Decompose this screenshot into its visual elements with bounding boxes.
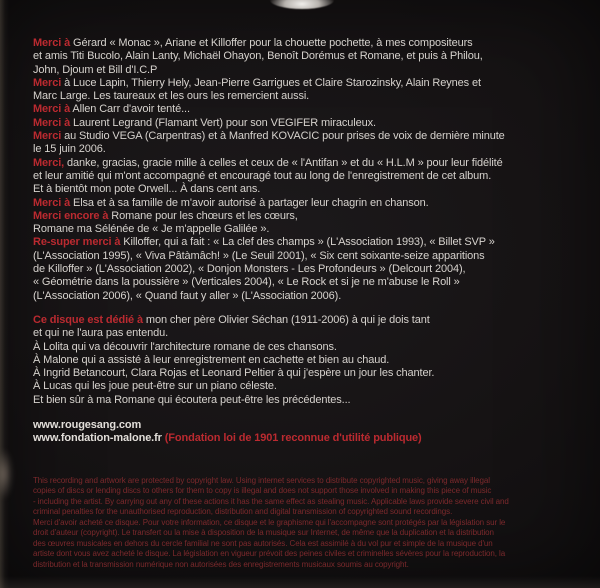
text-segment: de Killoffer » (L'Association 2002), « Donjon Monsters - Les Profondeurs » (Delcourt 2004),: [33, 263, 466, 276]
text-line: [33, 341, 585, 354]
text-line: [33, 170, 585, 183]
highlight-text: Merci à: [33, 37, 71, 49]
text-line: [33, 354, 585, 367]
website-links: [33, 419, 585, 446]
text-segment: Gérard « Monac », Ariane et Killoffer pour la chouette pochette, à mes compositeurs: [70, 37, 473, 49]
text-line: [33, 276, 585, 289]
highlight-text: Merci: [33, 130, 62, 143]
text-line: [33, 314, 585, 327]
text-segment: des œuvres musicales en dehors du cercle familial ne sont pas autorisés. Cela est assimilé à du vol pur et simple de la musique d'un: [33, 538, 493, 548]
text-segment: À Malone qui a assisté à leur enregistrement en cachette et bien au chaud.: [33, 353, 390, 366]
text-segment: www.fondation-malone.fr: [33, 432, 162, 445]
text-line: [33, 263, 585, 276]
text-line: [33, 50, 585, 63]
text-segment: Allen Carr d'avoir tenté...: [70, 103, 190, 116]
text-line: [33, 197, 585, 210]
text-segment: À Lucas qui les joue peut-être sur un piano céleste.: [33, 380, 277, 393]
highlight-text: Merci: [33, 76, 62, 89]
text-segment: Elsa et à sa famille de m'avoir autorisé à partager leur chagrin en chanson.: [70, 196, 429, 209]
text-line: [33, 476, 585, 486]
dedication-paragraph: [33, 314, 585, 407]
text-segment: Laurent Legrand (Flamant Vert) pour son VEGIFER miraculeux.: [70, 116, 376, 129]
text-segment: Killoffer, qui a fait : « La clef des champs » (L'Association 1993), « Billet SVP »: [120, 236, 495, 249]
highlight-text: Ce disque est dédié à: [33, 314, 143, 326]
text-line: [33, 507, 585, 517]
text-line: [33, 367, 585, 380]
text-segment: et leur amitié qui m'ont accompagné et encouragé tout au long de l'enregistrement de cet album.: [33, 169, 492, 182]
text-line: [33, 518, 585, 528]
highlight-text: Re-super merci à: [33, 236, 121, 249]
text-line: [33, 64, 585, 77]
text-segment: Romane pour les chœurs et les cœurs,: [108, 209, 298, 222]
text-line: [33, 103, 585, 116]
text-segment: Et bien sûr à ma Romane qui écoutera peut-être les précédentes...: [33, 393, 351, 406]
text-segment: à Luce Lapin, Thierry Hely, Jean-Pierre Garrigues et Claire Starozinsky, Alain Reynes et: [61, 76, 481, 89]
highlight-text: Merci à: [33, 196, 71, 209]
text-line: [33, 486, 585, 496]
text-line: [33, 157, 585, 170]
text-segment: (L'Association 2006), « Quand faut y aller » (L'Association 2006).: [33, 289, 342, 302]
text-line: [33, 236, 585, 249]
text-segment: « Géométrie dans la poussière » (Verticales 2004), « Le Rock et si je ne m'abuse le Roll »: [33, 276, 460, 289]
text-line: [33, 380, 585, 393]
text-segment: (L'Association 1995), « Viva Pâtàmâch! » (Le Seuil 2001), « Six cent soixante-seize apparitions: [33, 249, 485, 262]
legal-notice-english: [33, 476, 585, 518]
text-segment: artiste dont vous avez acheté le disque. La législation en vigueur prévoit des peines civiles et criminelles sévères pour la reproduction, la: [33, 549, 506, 559]
text-segment: et qui ne l'aura pas entendu.: [33, 327, 169, 340]
text-line: [33, 394, 585, 407]
cd-edge-glint: [270, 0, 334, 9]
highlight-text: Merci encore à: [33, 209, 109, 222]
text-segment: copies of discs or lending discs to others for them to copy is illegal and does not support those involved in making this piece of music: [33, 486, 492, 496]
text-line: [33, 560, 585, 570]
text-line: [33, 223, 585, 236]
text-segment: danke, gracias, gracie mille à celles et ceux de « l'Antifan » et du « H.L.M » pour leur fidélité: [64, 156, 503, 169]
credits-paragraph: [33, 37, 585, 303]
text-segment: Et à bientôt mon pote Orwell... À dans cent ans.: [33, 183, 261, 196]
text-segment: Marc Large. Les taureaux et les ours les remercient aussi.: [33, 90, 310, 103]
text-line: [33, 183, 585, 196]
text-segment: À Lolita qui va découvrir l'architecture romane de ces chansons.: [33, 340, 337, 353]
text-line: [33, 90, 585, 103]
text-segment: criminal penalties for the unauthorised reproduction, distribution and digital transmission of copyrighted sound recordings.: [33, 507, 453, 517]
text-line: [33, 117, 585, 130]
text-line: [33, 77, 585, 90]
text-segment: This recording and artwork are protected by copyright law. Using internet services to distribute copyrighted music, giving away illegal: [33, 476, 490, 485]
text-line: [33, 432, 585, 445]
text-line: [33, 210, 585, 223]
text-segment: - including the artist. By carrying out any of these actions it has the same effect as stealing music. Applicable laws provide severe civil and: [33, 496, 509, 506]
highlight-text: Merci à: [33, 116, 71, 129]
text-line: [33, 549, 585, 559]
text-segment: et amis Titi Bucolo, Alain Lanty, Michaël Ohayon, Benoît Dorémus et Romane, et puis à Philou,: [33, 50, 483, 63]
text-segment: Merci d'avoir acheté ce disque. Pour votre information, ce disque et le graphisme qui l'accompagne sont protégés par la législation sur le: [33, 518, 506, 527]
text-line: [33, 37, 585, 50]
text-segment: mon cher père Olivier Séchan (1911-2006) à qui je dois tant: [142, 314, 430, 326]
text-line: [33, 528, 585, 538]
text-line: [33, 290, 585, 303]
text-line: [33, 419, 585, 432]
highlight-text: Merci,: [33, 156, 65, 169]
text-line: [33, 250, 585, 263]
text-segment: droit d'auteur (copyright). Le transfert ou la mise à disposition de la musique sur Internet, de même que la duplication et la distribution: [33, 528, 494, 538]
text-segment: À Ingrid Betancourt, Clara Rojas et Leonard Peltier à qui j'espère un jour les chanter.: [33, 367, 435, 380]
text-line: [33, 539, 585, 549]
legal-notice-french: [33, 518, 585, 570]
text-line: [33, 143, 585, 156]
highlight-text: Merci à: [33, 103, 71, 116]
text-line: [33, 327, 585, 340]
text-segment: Romane ma Sélénée de « Je m'appelle Galilée ».: [33, 223, 270, 236]
light-reflection: [0, 438, 16, 510]
text-line: [33, 497, 585, 507]
text-segment: le 15 juin 2006.: [33, 143, 106, 156]
text-line: [33, 130, 585, 143]
text-segment: www.rougesang.com: [33, 419, 142, 431]
highlight-text: (Fondation loi de 1901 reconnue d'utilité publique): [161, 432, 422, 445]
text-segment: au Studio VEGA (Carpentras) et à Manfred KOVACIC pour prises de voix de dernière minute: [61, 130, 505, 143]
text-segment: John, Djoum et Bill d'I.C.P: [33, 63, 158, 76]
text-segment: distribution et la transmission numérique non autorisées des enregistrements musicaux soumis au copyright.: [33, 559, 409, 569]
